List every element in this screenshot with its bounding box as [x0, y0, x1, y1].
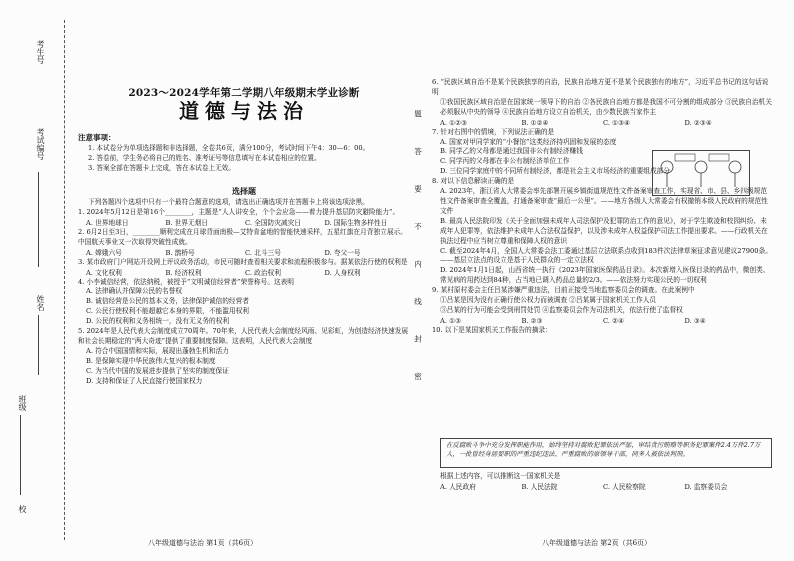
question-4-stem: 4. 小李诚信经营，依法纳税，被授予“文明诚信经营者”荣誉称号。这表明 — [78, 277, 294, 286]
option[interactable]: A. 世界地球日 — [86, 218, 129, 227]
option[interactable]: C. ②④ — [603, 316, 625, 325]
question-10-prompt: 根据上述内容，可以推断这一国家机关是 — [440, 472, 561, 480]
name-line — [38, 315, 39, 375]
question-3-stem: 3. 某市政府门户网站开设网上评议政务活动，市民可随时查看相关要求和流程积极参与。据某依法行使的权利是 — [78, 257, 408, 266]
question-10-report-box: 在反腐败斗争中充分发挥职能作用，始终坚持对腐败犯罪依法严惩，审结贪污贿赂等职务犯罪案件2.4万件2.7万人，一批曾经身居要职的严重违纪违法、严重腐败的原领导干部，同多人被依法判刑。 — [440, 438, 772, 468]
option[interactable]: D. 三位同学家庭中的不同所有制经济，都是社会主义市场经济的重要组成部分 — [440, 167, 671, 176]
section-title: 选择题 — [232, 186, 256, 196]
option[interactable]: C. 人民检察院 — [603, 482, 646, 491]
question-6-statements: ①我国民族区域自治是在国家统一领导下的自治 ②各民族自治地方都是我国不可分割的组成部分 ③民族自治机关必须服从中央的领导 ④民族自治地方设立自治机关，由少数民族当家作主 — [440, 97, 772, 116]
subject-title: 道德与法治 — [179, 99, 309, 123]
option[interactable]: A. ①②③ — [440, 118, 468, 127]
option[interactable]: B. ②③ — [521, 316, 543, 325]
option[interactable]: B. 世界无烟日 — [165, 218, 209, 227]
option[interactable]: B. 最高人民法院印发《关于全面加强未成年人司法保护及犯罪防治工作的意见》，对于学生欺凌和校园纠纷、未成年人犯罪等，依法维护未成年人合法权益保护，以及涉未成年人权益保护司法工作提出要求。——行政机关在执法过程中应当树立尊重和保障人权的意识 — [440, 216, 768, 245]
binding-label-exam-no: 考试编号 — [36, 128, 45, 160]
option[interactable]: D. 夸父一号 — [324, 248, 361, 257]
option[interactable]: D. 支持和保证了人民直接行使国家权力 — [86, 376, 203, 385]
question-9-statements: ③吕某的行为可能会受到刑罚处罚 ④监察委员会作为司法机关，依法行使了监督权 — [440, 305, 683, 314]
seal-char: 题 — [413, 110, 423, 148]
notice-heading: 注意事项： — [78, 133, 116, 142]
question-9-stem: 9. 某村原村委会主任吕某涉嫌严重违法，目前正接受当地监察委员会的调查。在此案例中 — [432, 286, 695, 295]
binding-label-class: 班级 — [18, 395, 27, 411]
option[interactable]: D. ②③④ — [684, 118, 712, 127]
notice-item: 2. 答卷前，学生务必将自己的姓名、准考证号等信息填写在本试卷相应的位置。 — [88, 154, 321, 163]
question-9-options — [432, 316, 772, 326]
right-questions — [432, 78, 772, 336]
question-7-stem: 7. 针对右图中的情境，下列说法正确的是 — [432, 127, 555, 136]
option[interactable]: A. 符合中国国情和实际，展现出蓬勃生机和活力 — [86, 346, 229, 355]
question-5-stem: 5. 2024年是人民代表大会制度成立70周年。70年来，人民代表大会制度经风雨、见彩虹，为创造经济快速发展和社会长期稳定的“两大奇迹”提供了重要制度保障。这表明，人民代表大会制度 — [78, 327, 409, 345]
question-8-stem: 8. 对以下信息解读正确的是 — [432, 177, 515, 186]
exam-no-line — [38, 172, 39, 267]
binding-dashed-line — [64, 20, 65, 540]
option[interactable]: C. 同学丙的父母都在非公有制经济单位工作 — [440, 157, 570, 166]
binding-label-candidate: 考生号 — [36, 40, 45, 64]
section-intro: 下列各题四个选项中只有一个最符合题意的选项，请选出正确选项并在答题卡上将该选项涂黑。 — [88, 198, 369, 206]
option[interactable]: C. 截至2024年4月，全国人大常委会法工委通过基层立法联系点收到183件次法律草案征求意见建议27900条。——基层立法点的设立是基于人民群众的一定立法权 — [440, 246, 772, 265]
notice-item: 3. 答案全部在答题卡上完成，答在本试卷上无效。 — [88, 164, 235, 173]
option[interactable]: D. 公民的权利和义务相统一，没有无义务的权利 — [86, 317, 230, 326]
seal-char: 线 — [413, 297, 423, 335]
option[interactable]: C. 全国防灾减灾日 — [245, 218, 301, 227]
option[interactable]: C. 北斗三号 — [245, 248, 281, 257]
question-2-stem: 2. 6月2日至3日，________顺利完成在月球背面南极—艾特肯盆地的智能快速采样，五星红旗在月背独立展示。中国航天事业又一次取得突破性成就。 — [78, 227, 407, 246]
option[interactable]: A. 法律确认并保障公民的名誉权 — [86, 287, 183, 296]
option[interactable]: D. 监察委员会 — [684, 482, 728, 491]
binding-label-school: 校 — [18, 505, 27, 513]
option[interactable]: C. ①③④ — [603, 118, 631, 127]
exam-title: 2023～2024学年第二学期八年级期末学业诊断 — [128, 87, 360, 99]
option[interactable]: B. 同学乙的父母都是通过我国非公有制经济赚钱 — [440, 147, 583, 156]
question-10-options — [432, 482, 772, 492]
question-6-stem: 6. “民族区域自治不是某个民族独享的自治，民族自治地方更不是某个民族独有的地方”，习近平总书记的这句话说明 — [432, 78, 769, 96]
seal-char: 封 — [413, 335, 423, 373]
seal-char: 密 — [413, 372, 423, 410]
notice-item: 1. 本试卷分为单项选择题和非选择题，全卷共6页，满分100分，考试时间下午4：30—6：00。 — [88, 144, 370, 153]
option[interactable]: A. 国家对甲同学家的“小餐馆”这类经济持巩固和发展的态度 — [440, 137, 617, 146]
binding-strip — [0, 0, 70, 561]
footer-left: 八年级道德与法治 第1页（共6页） — [148, 539, 258, 547]
option[interactable]: B. 经济权利 — [165, 268, 202, 277]
question-6-options — [432, 118, 772, 128]
question-9-statements: ①吕某是因为没有正确行使公权力而被调查 ②吕某属于国家机关工作人员 — [440, 296, 657, 305]
option[interactable]: D. 2024年1月1日起，山西省统一执行《2023年国家医保药品目录》。本次新增入医保目录的药品中，微创类、常见病的用药达到84种，占当地已调入药品总量的2/3。——依法努力实现公民的一切权利 — [440, 266, 770, 285]
option[interactable]: C. 公民行使权利不能超越它本身的界限，不能滥用权利 — [86, 307, 249, 316]
seal-char: 不 — [413, 222, 423, 260]
left-questions — [78, 198, 410, 387]
class-line — [20, 415, 21, 495]
seal-char: 要 — [413, 185, 423, 223]
question-1-options — [78, 218, 410, 228]
question-10-stem: 10. 以下是某国家机关工作报告的摘录： — [432, 325, 552, 334]
question-10-tail — [432, 472, 772, 492]
notice-block — [78, 133, 410, 173]
question-7-cartoon — [652, 150, 750, 196]
option[interactable]: D. 人身权利 — [324, 268, 361, 277]
option[interactable]: A. 嫦娥六号 — [86, 248, 122, 257]
option[interactable]: A. 2023年，浙江省人大常委会率先部署开展乡镇街道规范性文件备案审查工作，实现省、市、县、乡四级规范性文件备案审查全覆盖，打通备案审查“最后一公里”。——地方各级人大常委会有权撤销本级人民政府的规范性文件 — [440, 187, 768, 215]
option[interactable]: B. 诚信经营是公民的基本义务，法律保护诚信的经营者 — [86, 297, 249, 306]
option[interactable]: A. ①③ — [440, 316, 462, 325]
seal-chars — [414, 110, 422, 410]
seal-char: 答 — [413, 147, 423, 185]
option[interactable]: D. 国际生物多样性日 — [324, 218, 388, 227]
question-2-options — [78, 248, 410, 258]
option[interactable]: A. 人民政府 — [440, 482, 476, 491]
cartoon-drawing — [653, 151, 749, 195]
option[interactable]: B. 人民法院 — [521, 482, 558, 491]
option[interactable]: C. 为当代中国的发展进步提供了坚实的制度保证 — [86, 366, 229, 375]
footer-right: 八年级道德与法治 第2页（共6页） — [542, 539, 652, 547]
option[interactable]: D. ③④ — [684, 316, 706, 325]
binding-label-name: 姓名 — [36, 295, 45, 311]
option[interactable]: A. 文化权利 — [86, 268, 122, 277]
question-1-stem: 1. 2024年5月12日是第16个________，主题是“人人讲安全，个个会应急——着力提升基层防灾避险能力”。 — [78, 207, 400, 216]
option[interactable]: C. 政治权利 — [245, 268, 281, 277]
question-3-options — [78, 268, 410, 278]
option[interactable]: B. 鹊桥号 — [165, 248, 195, 257]
seal-char: 内 — [413, 260, 423, 298]
option[interactable]: B. 是保障实现中华民族伟大复兴的根本制度 — [86, 356, 216, 365]
option[interactable]: B. ①②④ — [521, 118, 549, 127]
